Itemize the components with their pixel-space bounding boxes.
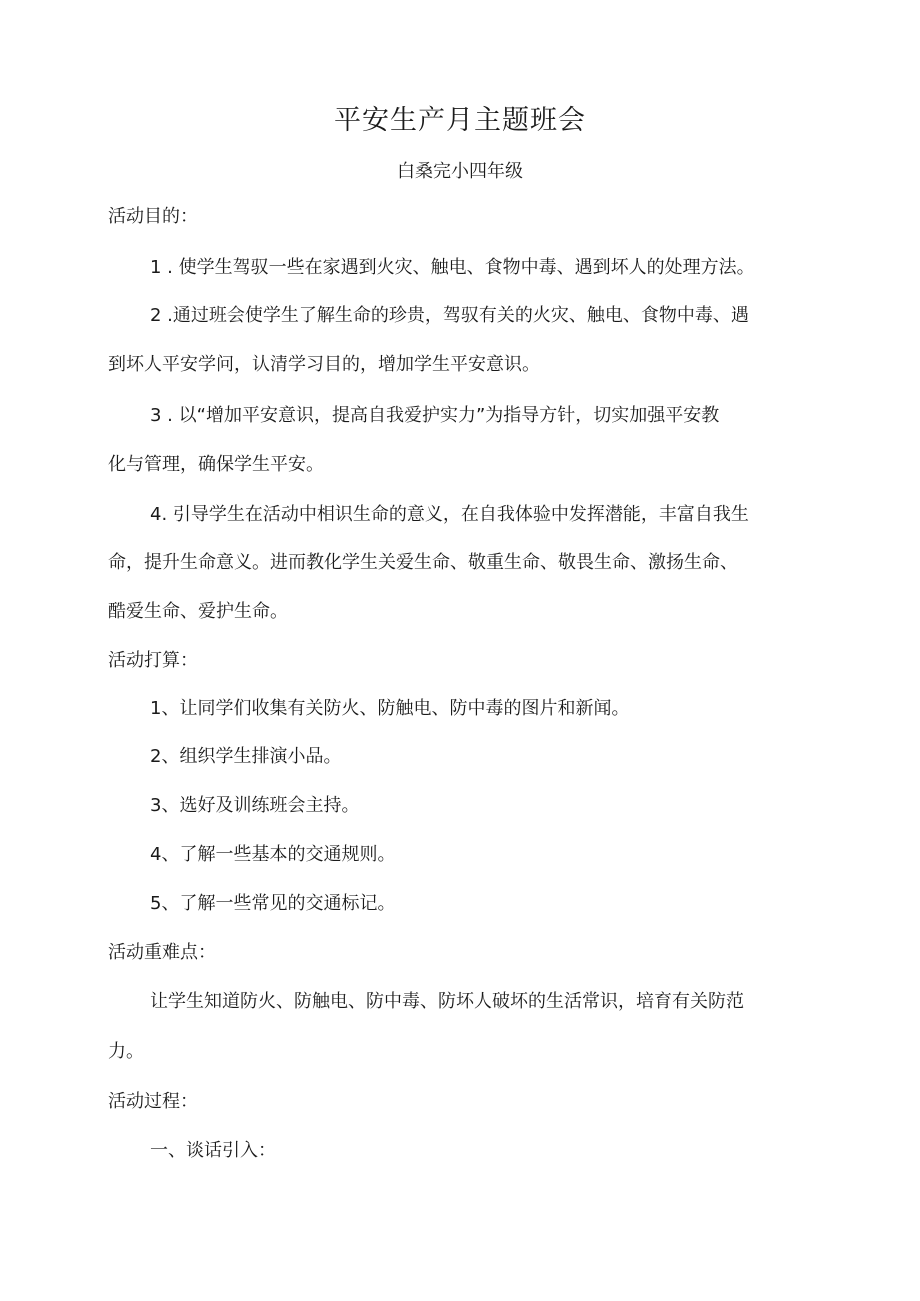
prep-item-4: 4、了解一些基本的交通规则。	[150, 844, 396, 865]
purpose-item-1: 1 . 使学生驾驭一些在家遇到火灾、触电、食物中毒、遇到坏人的处理方法。	[150, 257, 755, 278]
purpose-item-3-cont: 化与管理，确保学生平安。	[108, 454, 324, 475]
key-heading: 活动重难点：	[108, 942, 216, 963]
prep-item-3: 3、选好及训练班会主持。	[150, 795, 360, 816]
purpose-item-2: 2 .通过班会使学生了解生命的珍贵，驾驭有关的火灾、触电、食物中毒、遇	[150, 305, 749, 326]
document-subtitle: 白桑完小四年级	[397, 161, 523, 182]
purpose-item-4: 4. 引导学生在活动中相识生命的意义，在自我体验中发挥潜能，丰富自我生	[150, 504, 749, 525]
key-text-1: 让学生知道防火、防触电、防中毒、防坏人破坏的生活常识，培育有关防范	[150, 991, 744, 1012]
prep-item-5: 5、了解一些常见的交通标记。	[150, 893, 396, 914]
prep-item-2: 2、组织学生排演小品。	[150, 746, 342, 767]
prep-item-1: 1、让同学们收集有关防火、防触电、防中毒的图片和新闻。	[150, 698, 630, 719]
purpose-heading: 活动目的：	[108, 206, 198, 227]
prep-heading: 活动打算：	[108, 650, 198, 671]
purpose-item-2-cont: 到坏人平安学问，认清学习目的，增加学生平安意识。	[108, 354, 540, 375]
purpose-item-4-cont-2: 酷爱生命、爱护生命。	[108, 601, 288, 622]
process-heading: 活动过程：	[108, 1091, 198, 1112]
process-item-1: 一、谈话引入：	[150, 1140, 276, 1161]
purpose-item-3: 3 . 以“增加平安意识，提高自我爱护实力”为指导方针，切实加强平安教	[150, 405, 720, 426]
key-text-2: 力。	[108, 1041, 144, 1062]
document-title: 平安生产月主题班会	[334, 105, 586, 136]
purpose-item-4-cont-1: 命，提升生命意义。进而教化学生关爱生命、敬重生命、敬畏生命、激扬生命、	[108, 552, 738, 573]
